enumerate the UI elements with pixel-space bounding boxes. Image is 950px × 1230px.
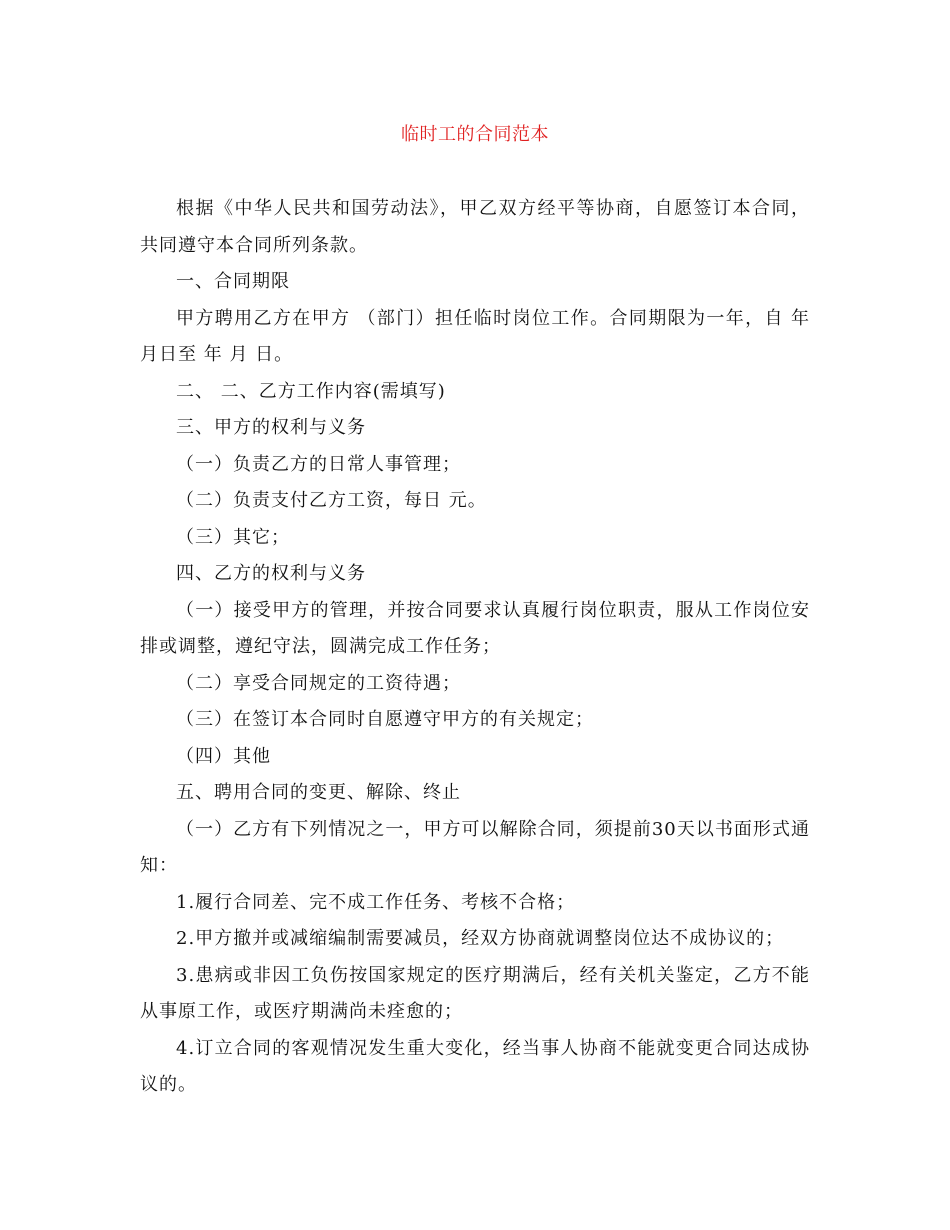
termination-item-2: 2.甲方撤并或减缩编制需要减员，经双方协商就调整岗位达不成协议的； (176, 928, 785, 949)
party-a-item-2: （二）负责支付乙方工资，每日 元。 (176, 490, 487, 511)
term-paragraph: 甲方聘用乙方在甲方 （部门）担任临时岗位工作。合同期限为一年，自 年 月日至 年 月 日。 (140, 307, 810, 365)
document-body (140, 191, 810, 1104)
section-heading-party-a-rights: 三、甲方的权利与义务 (176, 417, 366, 438)
section-heading-party-b-rights: 四、乙方的权利与义务 (176, 563, 366, 584)
termination-item-3: 3.患病或非因工负伤按国家规定的医疗期满后，经有关机关鉴定，乙方不能从事原工作，或医疗期满尚未痊愈的； (140, 964, 810, 1022)
section-heading-work-content: 二、 二、乙方工作内容(需填写) (176, 380, 446, 402)
party-a-item-1: （一）负责乙方的日常人事管理； (176, 453, 461, 475)
party-a-item-3: （三）其它； (176, 526, 290, 548)
section-heading-term: 一、合同期限 (176, 271, 290, 292)
section-heading-change-termination: 五、聘用合同的变更、解除、终止 (176, 782, 461, 803)
party-b-item-1: （一）接受甲方的管理，并按合同要求认真履行岗位职责，服从工作岗位安排或调整，遵纪守法，圆满完成工作任务； (140, 599, 810, 657)
termination-clause: （一）乙方有下列情况之一，甲方可以解除合同，须提前30天以书面形式通知： (140, 818, 810, 876)
termination-item-4: 4.订立合同的客观情况发生重大变化，经当事人协商不能就变更合同达成协议的。 (140, 1037, 810, 1095)
party-b-item-4: （四）其他 (176, 745, 271, 767)
intro-paragraph: 根据《中华人民共和国劳动法》，甲乙双方经平等协商，自愿签订本合同，共同遵守本合同所列条款。 (140, 198, 810, 256)
termination-item-1: 1.履行合同差、完不成工作任务、考核不合格； (176, 891, 576, 913)
party-b-item-2: （二）享受合同规定的工资待遇； (176, 672, 461, 694)
document-title: 临时工的合同范本 (401, 124, 549, 145)
party-b-item-3: （三）在签订本合同时自愿遵守甲方的有关规定； (176, 709, 594, 730)
